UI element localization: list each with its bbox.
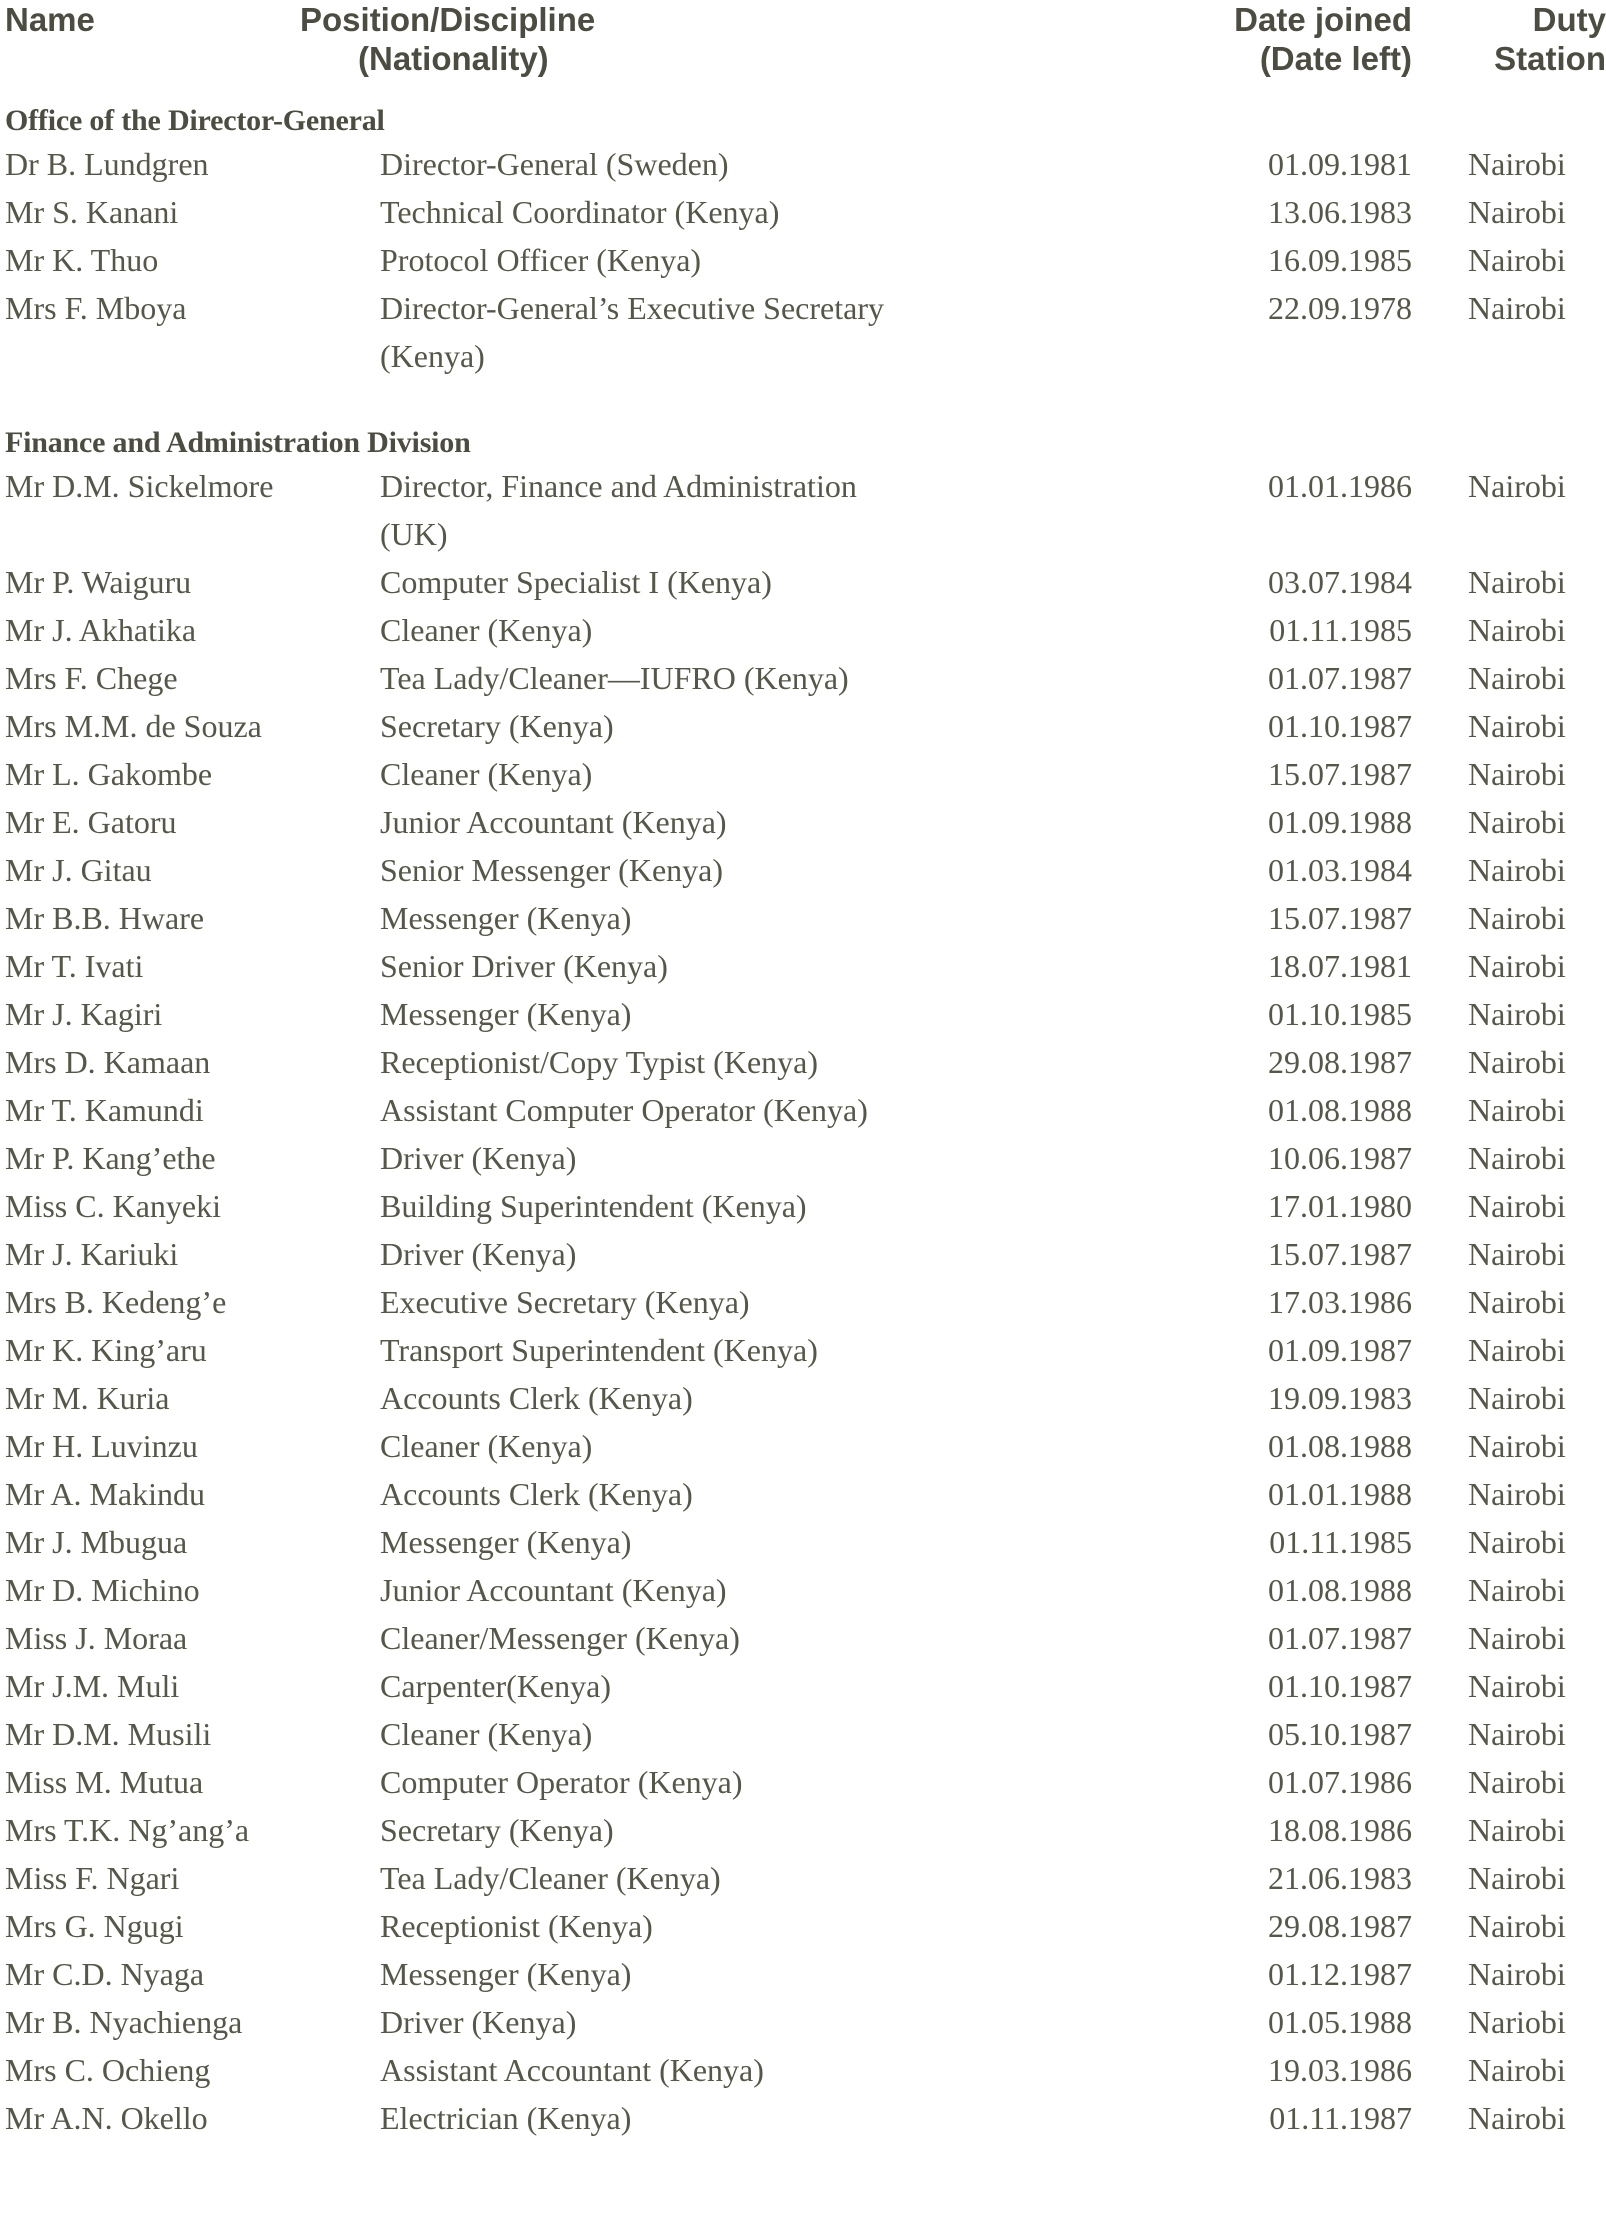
- column-header-position: [300, 0, 1140, 78]
- cell-name: Mr D.M. Musili: [5, 1716, 212, 1752]
- cell-position-discipline: [380, 1758, 1150, 1806]
- section-gap: [0, 380, 1606, 424]
- cell-position-discipline: [380, 140, 1150, 188]
- position-text: Junior Accountant (Kenya): [380, 1572, 727, 1608]
- cell-name: Mr A. Makindu: [5, 1476, 205, 1512]
- table-row: [0, 1662, 1606, 1710]
- cell-position-discipline: [380, 1278, 1150, 1326]
- cell-date-joined: 01.08.1988: [1268, 1572, 1412, 1608]
- position-text: Protocol Officer (Kenya): [380, 242, 702, 278]
- sections-container: [0, 102, 1606, 2142]
- table-row: [0, 606, 1606, 654]
- cell-duty-station: Nairobi: [1468, 1476, 1566, 1512]
- position-text: Assistant Accountant (Kenya): [380, 2052, 764, 2088]
- cell-position-discipline: [380, 798, 1150, 846]
- cell-date-joined: 01.11.1985: [1269, 1524, 1412, 1560]
- position-text: Computer Operator (Kenya): [380, 1764, 743, 1800]
- cell-date-joined: 18.08.1986: [1268, 1812, 1412, 1848]
- position-text: Director-General’s Executive Secretary: [380, 290, 884, 326]
- table-row: [0, 1278, 1606, 1326]
- cell-position-discipline: [380, 750, 1150, 798]
- table-row: [0, 1566, 1606, 1614]
- column-header-position-line1: Position/Discipline: [300, 1, 596, 38]
- cell-name: Mr K. Thuo: [5, 242, 159, 278]
- position-text: Senior Driver (Kenya): [380, 948, 668, 984]
- position-text: Computer Specialist I (Kenya): [380, 564, 772, 600]
- table-row: [0, 798, 1606, 846]
- cell-position-discipline: [380, 1902, 1150, 1950]
- table-row: [0, 140, 1606, 188]
- table-row: [0, 1950, 1606, 1998]
- cell-date-joined: 01.11.1987: [1269, 2100, 1412, 2136]
- table-row: [0, 654, 1606, 702]
- cell-position-discipline: [380, 558, 1150, 606]
- table-row: [0, 2094, 1606, 2142]
- position-text: Senior Messenger (Kenya): [380, 852, 723, 888]
- cell-date-joined: 01.03.1984: [1268, 852, 1412, 888]
- table-row: [0, 1998, 1606, 2046]
- cell-name: Miss F. Ngari: [5, 1860, 180, 1896]
- position-text: Electrician (Kenya): [380, 2100, 632, 2136]
- position-text: Cleaner/Messenger (Kenya): [380, 1620, 740, 1656]
- cell-duty-station: Nairobi: [1468, 756, 1566, 792]
- cell-position-discipline: [380, 606, 1150, 654]
- cell-position-discipline: [380, 1806, 1150, 1854]
- cell-name: Mr K. King’aru: [5, 1332, 207, 1368]
- cell-duty-station: Nairobi: [1468, 1332, 1566, 1368]
- position-text: Cleaner (Kenya): [380, 756, 593, 792]
- position-text: Accounts Clerk (Kenya): [380, 1380, 693, 1416]
- cell-position-discipline: [380, 990, 1150, 1038]
- cell-duty-station: Nairobi: [1468, 948, 1566, 984]
- cell-name: Mr S. Kanani: [5, 194, 179, 230]
- cell-date-joined: 16.09.1985: [1268, 242, 1412, 278]
- table-row: [0, 894, 1606, 942]
- cell-date-joined: 01.10.1987: [1268, 1668, 1412, 1704]
- position-text: Messenger (Kenya): [380, 900, 632, 936]
- cell-position-discipline: [380, 462, 1150, 558]
- cell-date-joined: 01.10.1987: [1268, 708, 1412, 744]
- cell-position-discipline: [380, 1134, 1150, 1182]
- cell-date-joined: 15.07.1987: [1268, 900, 1412, 936]
- table-row: [0, 284, 1606, 380]
- table-row: [0, 1614, 1606, 1662]
- column-header-duty-station: [1440, 0, 1606, 78]
- cell-date-joined: 01.07.1986: [1268, 1764, 1412, 1800]
- cell-position-discipline: [380, 894, 1150, 942]
- position-text: Messenger (Kenya): [380, 1956, 632, 1992]
- position-text: Receptionist (Kenya): [380, 1908, 653, 1944]
- cell-position-discipline: [380, 1518, 1150, 1566]
- cell-name: Mr P. Kang’ethe: [5, 1140, 216, 1176]
- position-text: Accounts Clerk (Kenya): [380, 1476, 693, 1512]
- table-row: [0, 1854, 1606, 1902]
- position-text: Junior Accountant (Kenya): [380, 804, 727, 840]
- table-row: [0, 702, 1606, 750]
- cell-duty-station: Nairobi: [1468, 1140, 1566, 1176]
- cell-duty-station: Nairobi: [1468, 1188, 1566, 1224]
- column-header-date-left: (Date left): [1259, 40, 1412, 77]
- cell-duty-station: Nairobi: [1468, 900, 1566, 936]
- cell-duty-station: Nairobi: [1468, 612, 1566, 648]
- cell-duty-station: Nairobi: [1468, 804, 1566, 840]
- section-title: Office of the Director-General: [5, 104, 385, 137]
- cell-name: Miss C. Kanyeki: [5, 1188, 221, 1224]
- cell-name: Mrs F. Mboya: [5, 290, 187, 326]
- table-row: [0, 188, 1606, 236]
- cell-duty-station: Nairobi: [1468, 1668, 1566, 1704]
- table-row: [0, 1374, 1606, 1422]
- position-text: Carpenter(Kenya): [380, 1668, 611, 1704]
- cell-duty-station: Nairobi: [1468, 1956, 1566, 1992]
- position-text: Technical Coordinator (Kenya): [380, 194, 780, 230]
- cell-duty-station: Nairobi: [1468, 1860, 1566, 1896]
- table-column-headers: [0, 0, 1606, 80]
- cell-name: Mr E. Gatoru: [5, 804, 177, 840]
- cell-duty-station: Nairobi: [1468, 996, 1566, 1032]
- cell-date-joined: 15.07.1987: [1268, 1236, 1412, 1272]
- cell-date-joined: 29.08.1987: [1268, 1908, 1412, 1944]
- cell-name: Mrs B. Kedeng’e: [5, 1284, 227, 1320]
- cell-duty-station: Nairobi: [1468, 1092, 1566, 1128]
- position-text: Messenger (Kenya): [380, 1524, 632, 1560]
- position-text: Driver (Kenya): [380, 1140, 577, 1176]
- position-text: Cleaner (Kenya): [380, 1428, 593, 1464]
- cell-name: Mrs C. Ochieng: [5, 2052, 211, 2088]
- cell-position-discipline: [380, 2046, 1150, 2094]
- table-row: [0, 1422, 1606, 1470]
- position-continuation-text: (Kenya): [380, 338, 485, 374]
- cell-duty-station: Nairobi: [1468, 660, 1566, 696]
- cell-date-joined: 29.08.1987: [1268, 1044, 1412, 1080]
- cell-name: Mr D. Michino: [5, 1572, 200, 1608]
- cell-date-joined: 01.10.1985: [1268, 996, 1412, 1032]
- cell-name: Mr B. Nyachienga: [5, 2004, 243, 2040]
- table-row: [0, 1470, 1606, 1518]
- cell-position-discipline: [380, 1998, 1150, 2046]
- table-row: [0, 846, 1606, 894]
- column-header-nationality: (Nationality): [358, 40, 549, 77]
- position-text: Cleaner (Kenya): [380, 612, 593, 648]
- cell-name: Mrs F. Chege: [5, 660, 178, 696]
- cell-name: Mrs D. Kamaan: [5, 1044, 211, 1080]
- table-row: [0, 1902, 1606, 1950]
- cell-position-discipline: [380, 1950, 1150, 1998]
- section-title: Finance and Administration Division: [5, 426, 471, 459]
- cell-duty-station: Nairobi: [1468, 1764, 1566, 1800]
- cell-duty-station: Nariobi: [1468, 2004, 1566, 2040]
- position-text: Secretary (Kenya): [380, 1812, 614, 1848]
- cell-date-joined: 17.01.1980: [1268, 1188, 1412, 1224]
- cell-name: Miss M. Mutua: [5, 1764, 204, 1800]
- cell-date-joined: 01.09.1988: [1268, 804, 1412, 840]
- column-header-name: Name: [5, 1, 95, 38]
- cell-name: Mrs T.K. Ng’ang’a: [5, 1812, 250, 1848]
- cell-duty-station: Nairobi: [1468, 1284, 1566, 1320]
- cell-position-discipline: [380, 1422, 1150, 1470]
- cell-duty-station: Nairobi: [1468, 2100, 1566, 2136]
- cell-position-discipline: [380, 2094, 1150, 2142]
- cell-duty-station: Nairobi: [1468, 1380, 1566, 1416]
- cell-position-discipline: [380, 1374, 1150, 1422]
- cell-date-joined: 01.09.1981: [1268, 146, 1412, 182]
- cell-name: Mr J. Gitau: [5, 852, 152, 888]
- cell-name: Mr H. Luvinzu: [5, 1428, 198, 1464]
- cell-date-joined: 21.06.1983: [1268, 1860, 1412, 1896]
- cell-date-joined: 19.03.1986: [1268, 2052, 1412, 2088]
- position-text: Director-General (Sweden): [380, 146, 729, 182]
- cell-position-discipline: [380, 1614, 1150, 1662]
- cell-duty-station: Nairobi: [1468, 1716, 1566, 1752]
- table-row: [0, 1038, 1606, 1086]
- cell-duty-station: Nairobi: [1468, 564, 1566, 600]
- cell-date-joined: 17.03.1986: [1268, 1284, 1412, 1320]
- position-text: Driver (Kenya): [380, 2004, 577, 2040]
- cell-duty-station: Nairobi: [1468, 2052, 1566, 2088]
- cell-name: Mr T. Ivati: [5, 948, 144, 984]
- cell-date-joined: 05.10.1987: [1268, 1716, 1412, 1752]
- cell-name: Mr J. Kariuki: [5, 1236, 179, 1272]
- cell-name: Mrs M.M. de Souza: [5, 708, 262, 744]
- table-row: [0, 558, 1606, 606]
- cell-name: Mr D.M. Sickelmore: [5, 468, 274, 504]
- cell-date-joined: 13.06.1983: [1268, 194, 1412, 230]
- cell-duty-station: Nairobi: [1468, 1620, 1566, 1656]
- cell-position-discipline: [380, 1182, 1150, 1230]
- cell-position-discipline: [380, 1662, 1150, 1710]
- cell-duty-station: Nairobi: [1468, 1524, 1566, 1560]
- cell-duty-station: Nairobi: [1468, 146, 1566, 182]
- table-row: [0, 1326, 1606, 1374]
- table-row: [0, 942, 1606, 990]
- cell-date-joined: 01.05.1988: [1268, 2004, 1412, 2040]
- cell-date-joined: 01.12.1987: [1268, 1956, 1412, 1992]
- cell-position-discipline: [380, 1470, 1150, 1518]
- cell-duty-station: Nairobi: [1468, 290, 1566, 326]
- table-row: [0, 1086, 1606, 1134]
- cell-date-joined: 01.11.1985: [1269, 612, 1412, 648]
- cell-name: Mr T. Kamundi: [5, 1092, 204, 1128]
- cell-duty-station: Nairobi: [1468, 1236, 1566, 1272]
- table-row: [0, 1134, 1606, 1182]
- cell-name: Mr J. Mbugua: [5, 1524, 188, 1560]
- cell-duty-station: Nairobi: [1468, 852, 1566, 888]
- column-header-station: Station: [1494, 40, 1606, 77]
- cell-duty-station: Nairobi: [1468, 1908, 1566, 1944]
- table-row: [0, 1230, 1606, 1278]
- position-text: Executive Secretary (Kenya): [380, 1284, 750, 1320]
- cell-name: Mr J.M. Muli: [5, 1668, 180, 1704]
- cell-name: Mr M. Kuria: [5, 1380, 170, 1416]
- column-header-date-joined-line1: Date joined: [1234, 1, 1412, 38]
- cell-position-discipline: [380, 1086, 1150, 1134]
- table-row: [0, 1518, 1606, 1566]
- position-text: Tea Lady/Cleaner (Kenya): [380, 1860, 721, 1896]
- cell-position-discipline: [380, 1710, 1150, 1758]
- cell-date-joined: 19.09.1983: [1268, 1380, 1412, 1416]
- cell-date-joined: 18.07.1981: [1268, 948, 1412, 984]
- cell-position-discipline: [380, 284, 1150, 380]
- cell-position-discipline: [380, 1038, 1150, 1086]
- cell-duty-station: Nairobi: [1468, 708, 1566, 744]
- cell-name: Mr A.N. Okello: [5, 2100, 208, 2136]
- cell-duty-station: Nairobi: [1468, 242, 1566, 278]
- cell-position-discipline: [380, 1566, 1150, 1614]
- cell-duty-station: Nairobi: [1468, 1812, 1566, 1848]
- cell-name: Mr C.D. Nyaga: [5, 1956, 205, 1992]
- position-text: Tea Lady/Cleaner—IUFRO (Kenya): [380, 660, 849, 696]
- cell-duty-station: Nairobi: [1468, 194, 1566, 230]
- position-text: Secretary (Kenya): [380, 708, 614, 744]
- cell-position-discipline: [380, 846, 1150, 894]
- cell-date-joined: 03.07.1984: [1268, 564, 1412, 600]
- table-row: [0, 990, 1606, 1038]
- cell-date-joined: 01.01.1988: [1268, 1476, 1412, 1512]
- cell-position-discipline: [380, 236, 1150, 284]
- cell-position-discipline: [380, 702, 1150, 750]
- position-text: Receptionist/Copy Typist (Kenya): [380, 1044, 818, 1080]
- cell-date-joined: 01.08.1988: [1268, 1092, 1412, 1128]
- column-header-date-joined: [1120, 0, 1412, 78]
- column-header-duty: Duty: [1532, 1, 1606, 38]
- cell-position-discipline: [380, 654, 1150, 702]
- cell-name: Mr J. Akhatika: [5, 612, 197, 648]
- cell-name: Mr B.B. Hware: [5, 900, 205, 936]
- cell-date-joined: 01.08.1988: [1268, 1428, 1412, 1464]
- cell-duty-station: Nairobi: [1468, 1428, 1566, 1464]
- position-text: Cleaner (Kenya): [380, 1716, 593, 1752]
- table-row: [0, 1806, 1606, 1854]
- cell-name: Mr P. Waiguru: [5, 564, 192, 600]
- table-row: [0, 236, 1606, 284]
- cell-name: Mrs G. Ngugi: [5, 1908, 184, 1944]
- cell-duty-station: Nairobi: [1468, 468, 1566, 504]
- cell-position-discipline: [380, 1230, 1150, 1278]
- table-row: [0, 1182, 1606, 1230]
- cell-name: Miss J. Moraa: [5, 1620, 188, 1656]
- position-text: Driver (Kenya): [380, 1236, 577, 1272]
- cell-date-joined: 01.01.1986: [1268, 468, 1412, 504]
- header-body-spacer: [0, 80, 1606, 102]
- cell-duty-station: Nairobi: [1468, 1572, 1566, 1608]
- cell-position-discipline: [380, 1326, 1150, 1374]
- table-row: [0, 1710, 1606, 1758]
- cell-date-joined: 01.07.1987: [1268, 660, 1412, 696]
- cell-duty-station: Nairobi: [1468, 1044, 1566, 1080]
- position-text: Director, Finance and Administration: [380, 468, 857, 504]
- position-continuation-text: (UK): [380, 516, 448, 552]
- position-text: Messenger (Kenya): [380, 996, 632, 1032]
- cell-name: Mr L. Gakombe: [5, 756, 213, 792]
- table-row: [0, 462, 1606, 558]
- cell-date-joined: 15.07.1987: [1268, 756, 1412, 792]
- cell-position-discipline: [380, 188, 1150, 236]
- cell-date-joined: 01.09.1987: [1268, 1332, 1412, 1368]
- position-text: Transport Superintendent (Kenya): [380, 1332, 818, 1368]
- cell-name: Dr B. Lundgren: [5, 146, 209, 182]
- table-row: [0, 1758, 1606, 1806]
- table-row: [0, 2046, 1606, 2094]
- cell-name: Mr J. Kagiri: [5, 996, 163, 1032]
- cell-date-joined: 22.09.1978: [1268, 290, 1412, 326]
- cell-date-joined: 10.06.1987: [1268, 1140, 1412, 1176]
- cell-position-discipline: [380, 1854, 1150, 1902]
- position-text: Assistant Computer Operator (Kenya): [380, 1092, 868, 1128]
- cell-position-discipline: [380, 942, 1150, 990]
- position-text: Building Superintendent (Kenya): [380, 1188, 807, 1224]
- cell-date-joined: 01.07.1987: [1268, 1620, 1412, 1656]
- table-row: [0, 750, 1606, 798]
